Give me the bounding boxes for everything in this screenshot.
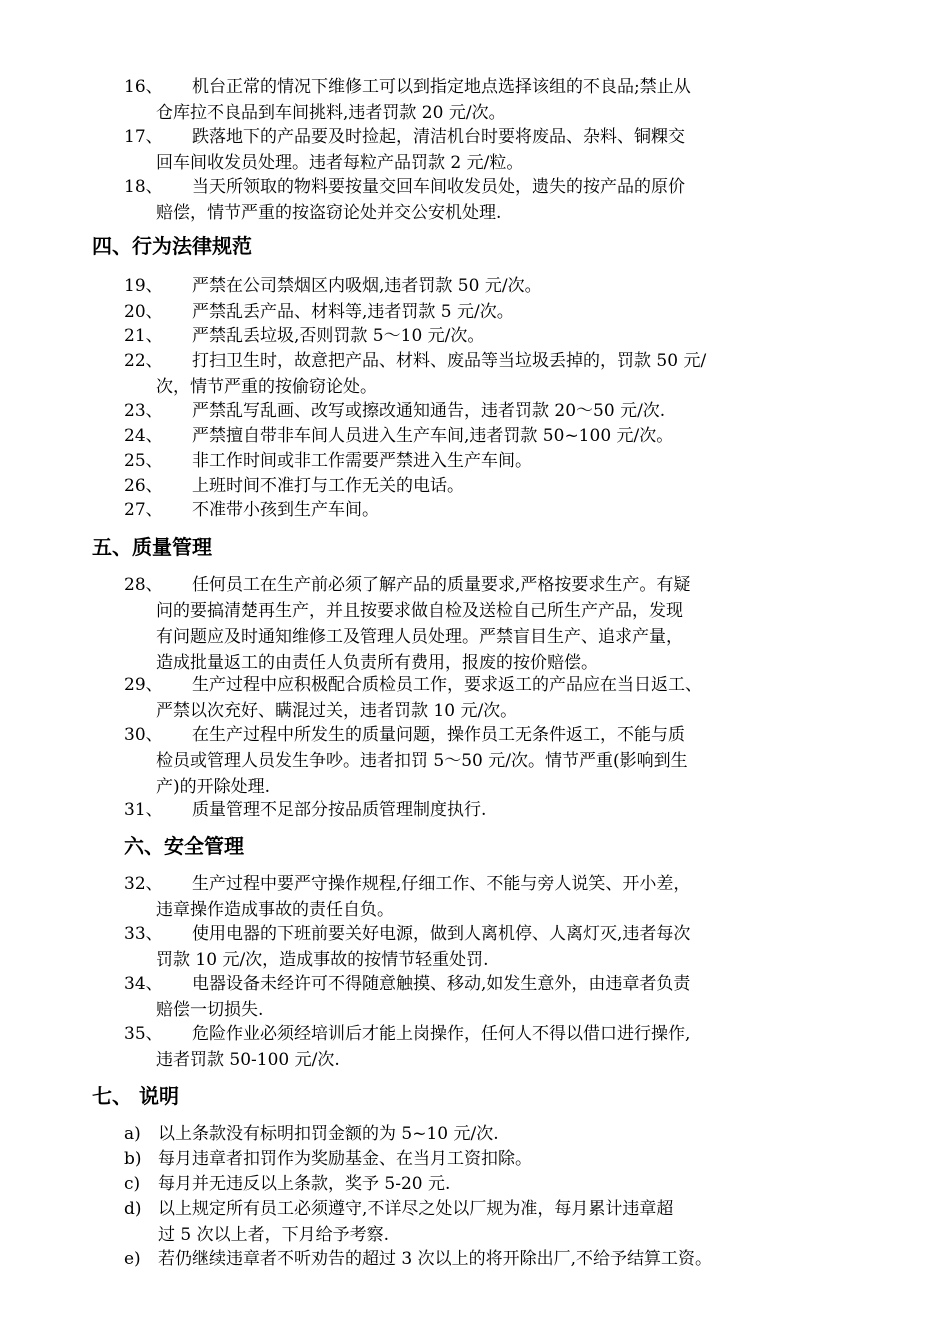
item-text: 当天所领取的物料要按量交回车间收发员处，遗失的按产品的原价: [192, 177, 685, 197]
item-text: 跌落地下的产品要及时捡起，清洁机台时要将废品、杂料、铜粿交: [192, 127, 685, 147]
item-text: 严禁在公司禁烟区内吸烟,违者罚款 50 元/次。: [192, 276, 542, 296]
rule-item-32: [124, 871, 884, 923]
section-heading-notes: 七、 说明: [92, 1084, 179, 1108]
item-text-continued: 赔偿一切损失.: [156, 1000, 264, 1020]
item-number: 32、: [124, 874, 163, 894]
item-text: 每月并无违反以上条款，奖予 5-20 元.: [158, 1174, 451, 1194]
rule-item-24: [124, 423, 884, 449]
item-text: 以上条款没有标明扣罚金额的为 5~10 元/次.: [158, 1124, 499, 1144]
item-number: 35、: [124, 1024, 163, 1044]
rule-item-29: [124, 672, 884, 724]
item-number: 20、: [124, 302, 163, 322]
rule-item-20: [124, 299, 884, 325]
item-text: 严禁乱丢垃圾,否则罚款 5～10 元/次。: [192, 326, 485, 346]
item-text: 电器设备未经许可不得随意触摸、移动,如发生意外，由违章者负责: [192, 974, 691, 994]
item-text-continued: 违者罚款 50-100 元/次.: [156, 1050, 340, 1070]
item-letter: d): [124, 1199, 142, 1219]
item-text: 不准带小孩到生产车间。: [192, 500, 379, 520]
section-heading-quality: 五、质量管理: [92, 535, 212, 559]
rule-item-19: [124, 273, 884, 299]
item-text-continued: 产)的开除处理.: [156, 777, 271, 797]
item-text-continued: 有问题应及时通知维修工及管理人员处理。严禁盲目生产、追求产量，: [156, 627, 683, 647]
rule-item-27: [124, 497, 884, 523]
rule-item-34: [124, 971, 884, 1023]
section-heading-safety: 六、安全管理: [124, 834, 244, 858]
rule-item-21: [124, 323, 884, 349]
rule-item-17: [124, 124, 884, 176]
rule-item-25: [124, 448, 884, 474]
item-text: 严禁乱写乱画、改写或擦改通知通告，违者罚款 20～50 元/次.: [192, 401, 666, 421]
rule-item-26: [124, 473, 884, 499]
rule-item-22: [124, 348, 884, 400]
item-number: 26、: [124, 476, 163, 496]
item-text-continued: 过 5 次以上者，下月给予考察.: [158, 1225, 390, 1245]
item-text-continued: 赔偿，情节严重的按盗窃论处并交公安机处理.: [156, 203, 502, 223]
rule-item-23: [124, 398, 884, 424]
item-number: 30、: [124, 725, 163, 745]
rule-item-31: [124, 797, 884, 823]
item-number: 22、: [124, 351, 163, 371]
rule-item-30: [124, 722, 884, 800]
item-text-continued: 造成批量返工的由责任人负责所有费用，报废的按价赔偿。: [156, 653, 598, 673]
item-text: 若仍继续违章者不听劝告的超过 3 次以上的将开除出厂,不给予结算工资。: [158, 1249, 713, 1269]
item-text: 严禁擅自带非车间人员进入生产车间,违者罚款 50~100 元/次。: [192, 426, 674, 446]
item-text: 在生产过程中所发生的质量问题，操作员工无条件返工，不能与质: [192, 725, 685, 745]
rule-item-16: [124, 74, 884, 126]
note-item-e: [124, 1246, 884, 1272]
item-text-continued: 违章操作造成事故的责任自负。: [156, 900, 394, 920]
rule-item-28: [124, 572, 884, 676]
note-item-b: [124, 1146, 884, 1172]
item-number: 19、: [124, 276, 163, 296]
item-number: 33、: [124, 924, 163, 944]
item-number: 21、: [124, 326, 163, 346]
item-text-continued: 回车间收发员处理。违者每粒产品罚款 2 元/粒。: [156, 153, 524, 173]
item-text: 任何员工在生产前必须了解产品的质量要求,严格按要求生产。有疑: [192, 575, 691, 595]
item-letter: c): [124, 1174, 141, 1194]
item-letter: e): [124, 1249, 141, 1269]
note-item-d: [124, 1196, 884, 1248]
item-letter: b): [124, 1149, 142, 1169]
item-number: 28、: [124, 575, 163, 595]
item-text: 机台正常的情况下维修工可以到指定地点选择该组的不良品;禁止从: [192, 77, 691, 97]
item-text: 质量管理不足部分按品质管理制度执行.: [192, 800, 487, 820]
item-text-continued: 检员或管理人员发生争吵。违者扣罚 5～50 元/次。情节严重(影响到生: [156, 751, 688, 771]
item-text: 打扫卫生时，故意把产品、材料、废品等当垃圾丢掉的，罚款 50 元/: [192, 351, 707, 371]
item-number: 17、: [124, 127, 163, 147]
item-text: 每月违章者扣罚作为奖励基金、在当月工资扣除。: [158, 1149, 532, 1169]
item-text: 危险作业必须经培训后才能上岗操作，任何人不得以借口进行操作,: [192, 1024, 691, 1044]
item-text-continued: 严禁以次充好、瞒混过关，违者罚款 10 元/次。: [156, 701, 518, 721]
item-text: 生产过程中要严守操作规程,仔细工作、不能与旁人说笑、开小差，: [192, 874, 691, 894]
rule-item-33: [124, 921, 884, 973]
item-text: 使用电器的下班前要关好电源，做到人离机停、人离灯灭,违者每次: [192, 924, 691, 944]
item-letter: a): [124, 1124, 141, 1144]
note-item-c: [124, 1171, 884, 1197]
item-number: 24、: [124, 426, 163, 446]
item-text: 严禁乱丢产品、材料等,违者罚款 5 元/次。: [192, 302, 514, 322]
item-text: 非工作时间或非工作需要严禁进入生产车间。: [192, 451, 532, 471]
item-text-continued: 仓库拉不良品到车间挑料,违者罚款 20 元/次。: [156, 103, 506, 123]
item-number: 25、: [124, 451, 163, 471]
rule-item-18: [124, 174, 884, 226]
item-number: 31、: [124, 800, 163, 820]
item-text-continued: 问的要搞清楚再生产，并且按要求做自检及送检自己所生产产品，发现: [156, 601, 683, 621]
section-heading-conduct: 四、行为法律规范: [92, 234, 252, 258]
item-text: 以上规定所有员工必须遵守,不详尽之处以厂规为准，每月累计违章超: [158, 1199, 674, 1219]
item-number: 16、: [124, 77, 163, 97]
item-number: 18、: [124, 177, 163, 197]
rule-item-35: [124, 1021, 884, 1073]
note-item-a: [124, 1121, 884, 1147]
item-number: 34、: [124, 974, 163, 994]
item-text-continued: 罚款 10 元/次，造成事故的按情节轻重处罚.: [156, 950, 489, 970]
item-text: 上班时间不准打与工作无关的电话。: [192, 476, 464, 496]
item-text: 生产过程中应积极配合质检员工作，要求返工的产品应在当日返工、: [192, 675, 702, 695]
item-number: 29、: [124, 675, 163, 695]
item-text-continued: 次，情节严重的按偷窃论处。: [156, 377, 377, 397]
item-number: 23、: [124, 401, 163, 421]
item-number: 27、: [124, 500, 163, 520]
